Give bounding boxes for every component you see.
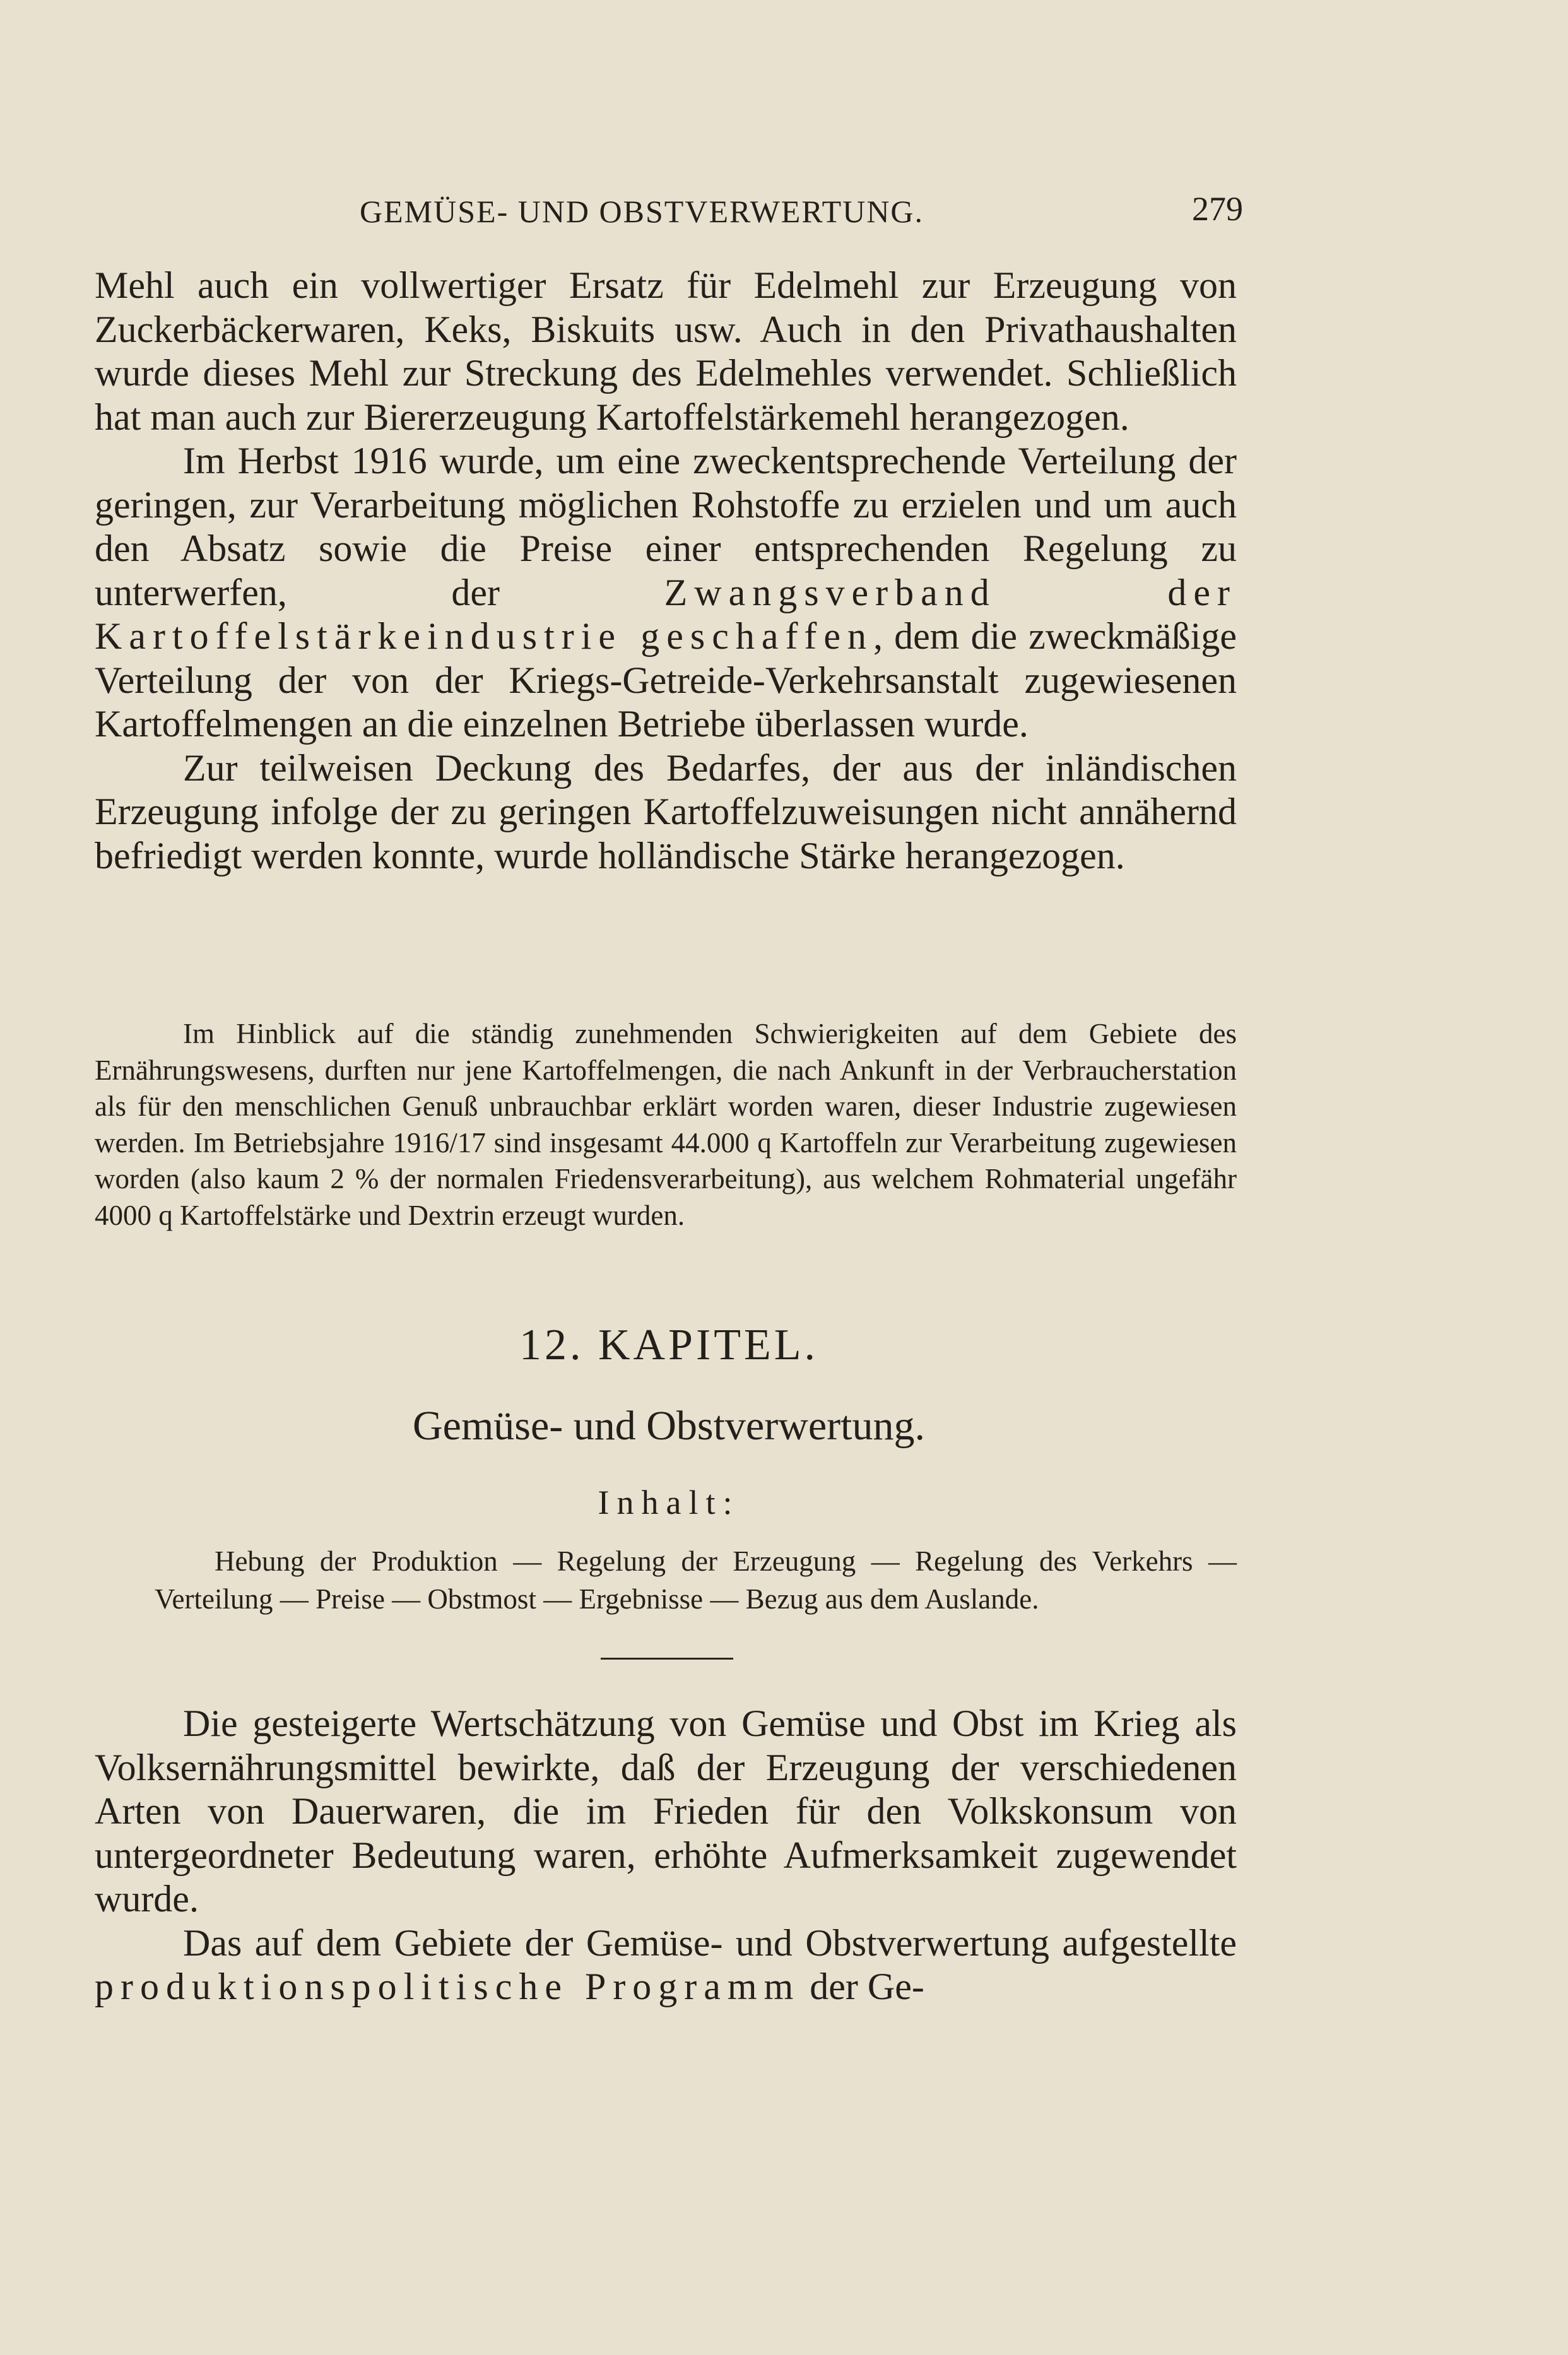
paragraph-2-spaced-emphasis: Zwangsverband der Kartoffelstärkeindustrie geschaffen <box>95 571 1237 657</box>
chapter-paragraph-2-spaced-emphasis: produktionspolitische Programm <box>95 1966 801 2007</box>
small-print-note <box>95 1016 1237 1234</box>
paragraph-2-text-before: Im Herbst 1916 wurde, um eine zweckentsprechende Verteilung der geringen, zur Verarbeitung möglichen Rohstoffe zu erzielen und um auch den Absatz sowie die Preise einer entsprechenden Regelung zu unterwerfen, der <box>95 440 1237 613</box>
contents-summary <box>155 1542 1237 1618</box>
chapter-paragraph-2 <box>95 1921 1237 2009</box>
paragraph-1: Mehl auch ein vollwertiger Ersatz für Edelmehl zur Erzeugung von Zuckerbäckerwaren, Keks, Biskuits usw. Auch in den Privathaushalten wurde dieses Mehl zur Streckung des Edelmehles verwendet. Schließlich hat man auch zur Biererzeugung Kartoffelstärkemehl herangezogen. <box>95 264 1237 438</box>
contents-heading: Inhalt: <box>598 1484 740 1521</box>
chapter-number: 12. KAPITEL. <box>519 1321 819 1369</box>
chapter-title: Gemüse- und Obstverwertung. <box>413 1403 925 1449</box>
paragraph-2 <box>95 439 1237 747</box>
small-print-paragraph: Im Hinblick auf die ständig zunehmenden Schwierigkeiten auf dem Gebiete des Ernährungswesens, durften nur jene Kartoffelmengen, die nach Ankunft in der Verbraucherstation als für den menschlichen Genuß unbrauchbar erklärt worden waren, dieser Industrie zugewiesen werden. Im Betriebsjahre 1916/17 sind insgesamt 44.000 q Kartoffeln zur Verarbeitung zugewiesen worden (also kaum 2 % der normalen Friedensverarbeitung), aus welchem Rohmaterial ungefähr 4000 q Kartoffelstärke und Dextrin erzeugt wurden. <box>95 1018 1237 1231</box>
section-divider <box>601 1658 733 1660</box>
running-header <box>95 189 1243 240</box>
contents-summary-text: Hebung der Produktion — Regelung der Erzeugung — Regelung des Verkehrs — Verteilung — Preise — Obstmost — Ergebnisse — Bezug aus dem Auslande. <box>155 1545 1237 1615</box>
chapter-paragraph-2-text-before: Das auf dem Gebiete der Gemüse- und Obstverwertung aufgestellte <box>183 1921 1237 1964</box>
chapter-paragraph-2-text-after: der Ge- <box>800 1966 924 2007</box>
running-header-title: GEMÜSE- UND OBSTVERWERTUNG. <box>360 194 924 229</box>
paragraph-2-text-after: , dem die zweckmäßige Verteilung der von der Kriegs-Getreide-Verkehrsanstalt zugewiesenen Kartoffelmengen an die einzelnen Betriebe überlassen wurde. <box>95 615 1237 745</box>
body-text <box>95 264 1237 878</box>
paragraph-3: Zur teilweisen Deckung des Bedarfes, der aus der inländischen Erzeugung infolge der zu geringen Kartoffelzuweisungen nicht annähernd befriedigt werden konnte, wurde holländische Stärke herangezogen. <box>95 747 1237 876</box>
page-number: 279 <box>1192 190 1243 228</box>
chapter-paragraph-1: Die gesteigerte Wertschätzung von Gemüse und Obst im Krieg als Volksernährungsmittel bewirkte, daß der Erzeugung der verschiedenen Arten von Dauerwaren, die im Frieden für den Volkskonsum von untergeordneter Bedeutung waren, erhöhte Aufmerksamkeit zugewendet wurde. <box>95 1703 1237 1920</box>
chapter-body-text <box>95 1702 1237 2009</box>
